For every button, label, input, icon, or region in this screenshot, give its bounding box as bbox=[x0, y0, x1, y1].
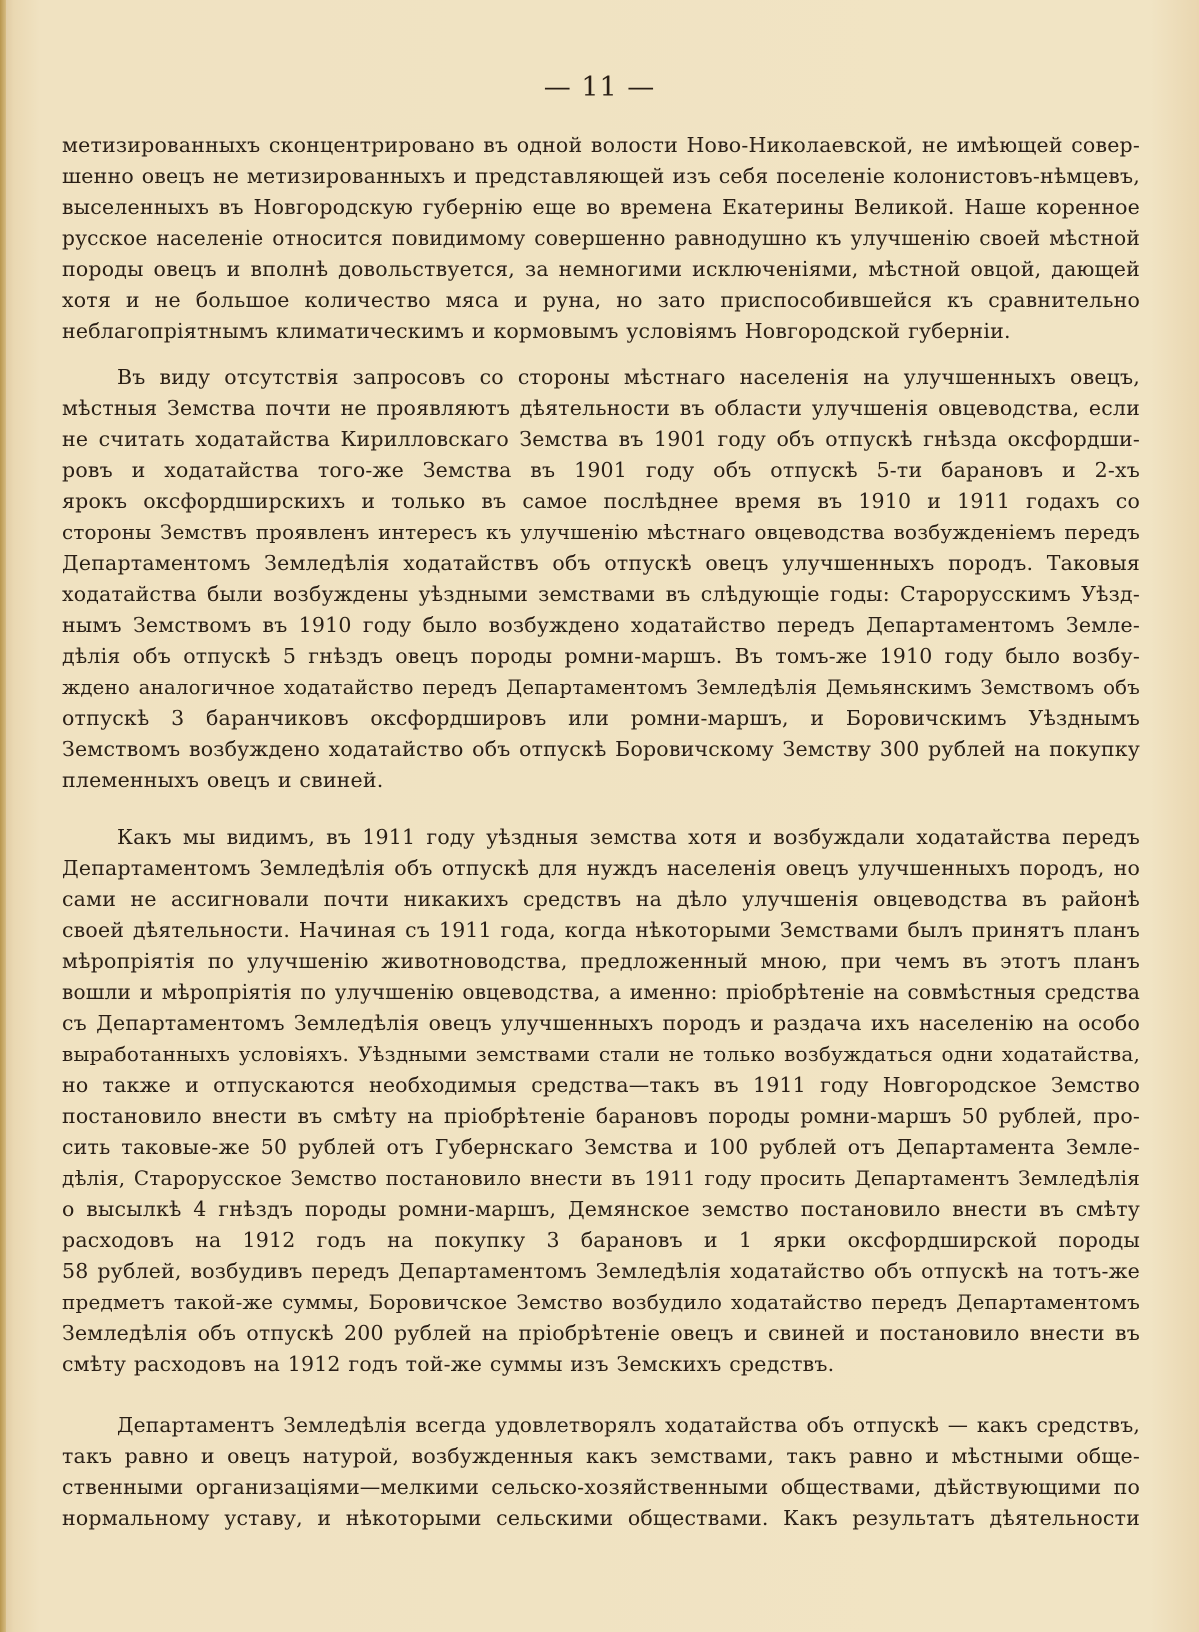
text-line: 58 рублей, возбудивъ передъ Департаментомъ Земледѣлія ходатайство объ отпускѣ на тотъ-же bbox=[62, 1259, 1140, 1283]
text-line: Земствомъ возбуждено ходатайство объ отпускѣ Боровичскому Земству 300 рублей на покупку bbox=[62, 737, 1140, 761]
text-line: породы овецъ и вполнѣ довольствуется, за немногими исключеніями, мѣстной овцой, дающей bbox=[62, 257, 1140, 281]
text-line: ярокъ оксфордширскихъ и только въ самое послѣднее время въ 1910 и 1911 годахъ со bbox=[62, 489, 1140, 513]
text-line: метизированныхъ сконцентрировано въ одной волости Ново-Николаевской, не имѣющей совер- bbox=[62, 133, 1140, 157]
text-line: хотя и не большое количество мяса и руна, но зато приспособившейся къ сравнительно bbox=[62, 288, 1140, 312]
text-line: ждено аналогичное ходатайство передъ Департаментомъ Земледѣлія Демьянскимъ Земствомъ объ bbox=[62, 676, 1140, 699]
text-line: русское населеніе относится повидимому совершенно равнодушно къ улучшенію своей мѣстной bbox=[62, 226, 1140, 250]
paragraph-2 bbox=[62, 362, 1140, 796]
paragraph-3 bbox=[62, 822, 1140, 1380]
text-line: нымъ Земствомъ въ 1910 году было возбуждено ходатайство передъ Департаментомъ Земле- bbox=[62, 613, 1140, 637]
text-line: племенныхъ овецъ и свиней. bbox=[62, 768, 384, 792]
text-line: мѣропріятія по улучшенію животноводства, предложенный мною, при чемъ въ этотъ планъ bbox=[62, 949, 1140, 973]
text-line: расходовъ на 1912 годъ на покупку 3 барановъ и 1 ярки оксфордширской породы bbox=[62, 1228, 1140, 1252]
text-line: вошли и мѣропріятія по улучшенію овцеводства, а именно: пріобрѣтеніе на совмѣстныя средства bbox=[62, 980, 1140, 1004]
text-line: дѣлія объ отпускѣ 5 гнѣздъ овецъ породы ромни-маршъ. Въ томъ-же 1910 году было возбу- bbox=[62, 644, 1140, 668]
text-line: ходатайства были возбуждены уѣздными земствами въ слѣдующіе годы: Старорусскимъ Уѣзд- bbox=[62, 582, 1140, 606]
text-line: Департаментомъ Земледѣлія ходатайствъ объ отпускѣ овецъ улучшенныхъ породъ. Таковыя bbox=[62, 551, 1140, 575]
page-number: — 11 — bbox=[543, 72, 656, 103]
text-line: дѣлія, Старорусское Земство постановило внести въ 1911 году просить Департаментъ Земледѣлія bbox=[62, 1167, 1140, 1190]
text-line: выселенныхъ въ Новгородскую губернію еще во времена Екатерины Великой. Наше коренное bbox=[62, 195, 1140, 219]
text-line: шенно овецъ не метизированныхъ и представляющей изъ себя поселеніе колонистовъ-нѣмцевъ, bbox=[62, 164, 1140, 188]
text-line: такъ равно и овецъ натурой, возбужденныя какъ земствами, такъ равно и мѣстными обще- bbox=[62, 1444, 1140, 1468]
text-line: отпускѣ 3 баранчиковъ оксфордшировъ или ромни-маршъ, и Боровичскимъ Уѣзднымъ bbox=[62, 706, 1140, 730]
paragraph-4 bbox=[62, 1410, 1140, 1534]
text-line: стороны Земствъ проявленъ интересъ къ улучшенію мѣстнаго овцеводства возбужденіемъ передъ bbox=[62, 521, 1140, 544]
text-line: не считать ходатайства Кирилловскаго Земства въ 1901 году объ отпускѣ гнѣзда оксфордши- bbox=[62, 427, 1140, 451]
text-line: выработанныхъ условіяхъ. Уѣздными земствами стали не только возбуждаться одни ходатайства, bbox=[62, 1042, 1140, 1066]
text-line: нормальному уставу, и нѣкоторыми сельскими обществами. Какъ результатъ дѣятельности bbox=[62, 1506, 1140, 1530]
text-line: Какъ мы видимъ, въ 1911 году уѣздныя земства хотя и возбуждали ходатайства передъ bbox=[117, 825, 1140, 849]
paragraph-1 bbox=[62, 130, 1140, 347]
text-line: ровъ и ходатайства того-же Земства въ 1901 году объ отпускѣ 5-ти барановъ и 2-хъ bbox=[62, 458, 1140, 482]
text-line: ственными организаціями—мелкими сельско-хозяйственными обществами, дѣйствующими по bbox=[62, 1475, 1140, 1499]
text-line: Департаментъ Земледѣлія всегда удовлетворялъ ходатайства объ отпускѣ — какъ средствъ, bbox=[117, 1413, 1140, 1437]
text-line: о высылкѣ 4 гнѣздъ породы ромни-маршъ, Демянское земство постановило внести въ смѣту bbox=[62, 1197, 1140, 1221]
text-line: Въ виду отсутствія запросовъ со стороны мѣстнаго населенія на улучшенныхъ овецъ, bbox=[117, 365, 1140, 389]
text-line: Департаментомъ Земледѣлія объ отпускѣ для нуждъ населенія овецъ улучшенныхъ породъ, но bbox=[62, 856, 1140, 880]
text-line: сить таковые-же 50 рублей отъ Губернскаго Земства и 100 рублей отъ Департамента Земле- bbox=[62, 1135, 1140, 1159]
text-line: неблагопріятнымъ климатическимъ и кормовымъ условіямъ Новгородской губерніи. bbox=[62, 319, 1011, 343]
text-line: постановило внести въ смѣту на пріобрѣтеніе барановъ породы ромни-маршъ 50 рублей, про- bbox=[62, 1104, 1140, 1128]
text-line: предметъ такой-же суммы, Боровичское Земство возбудило ходатайство передъ Департаментомъ bbox=[62, 1290, 1140, 1314]
text-line: съ Департаментомъ Земледѣлія овецъ улучшенныхъ породъ и раздача ихъ населенію на особо bbox=[62, 1011, 1140, 1035]
page-edge bbox=[0, 0, 6, 1632]
text-line: Земледѣлія объ отпускѣ 200 рублей на пріобрѣтеніе овецъ и свиней и постановило внести въ bbox=[62, 1321, 1140, 1345]
text-line: но также и отпускаются необходимыя средства—такъ въ 1911 году Новгородское Земство bbox=[62, 1073, 1140, 1097]
text-line: мѣстныя Земства почти не проявляютъ дѣятельности въ области улучшенія овцеводства, если bbox=[62, 396, 1140, 420]
text-line: сами не ассигновали почти никакихъ средствъ на дѣло улучшенія овцеводства въ районѣ bbox=[62, 887, 1140, 911]
text-line: смѣту расходовъ на 1912 годъ той-же суммы изъ Земскихъ средствъ. bbox=[62, 1352, 835, 1376]
text-line: своей дѣятельности. Начиная съ 1911 года, когда нѣкоторыми Земствами былъ принятъ планъ bbox=[62, 918, 1140, 942]
